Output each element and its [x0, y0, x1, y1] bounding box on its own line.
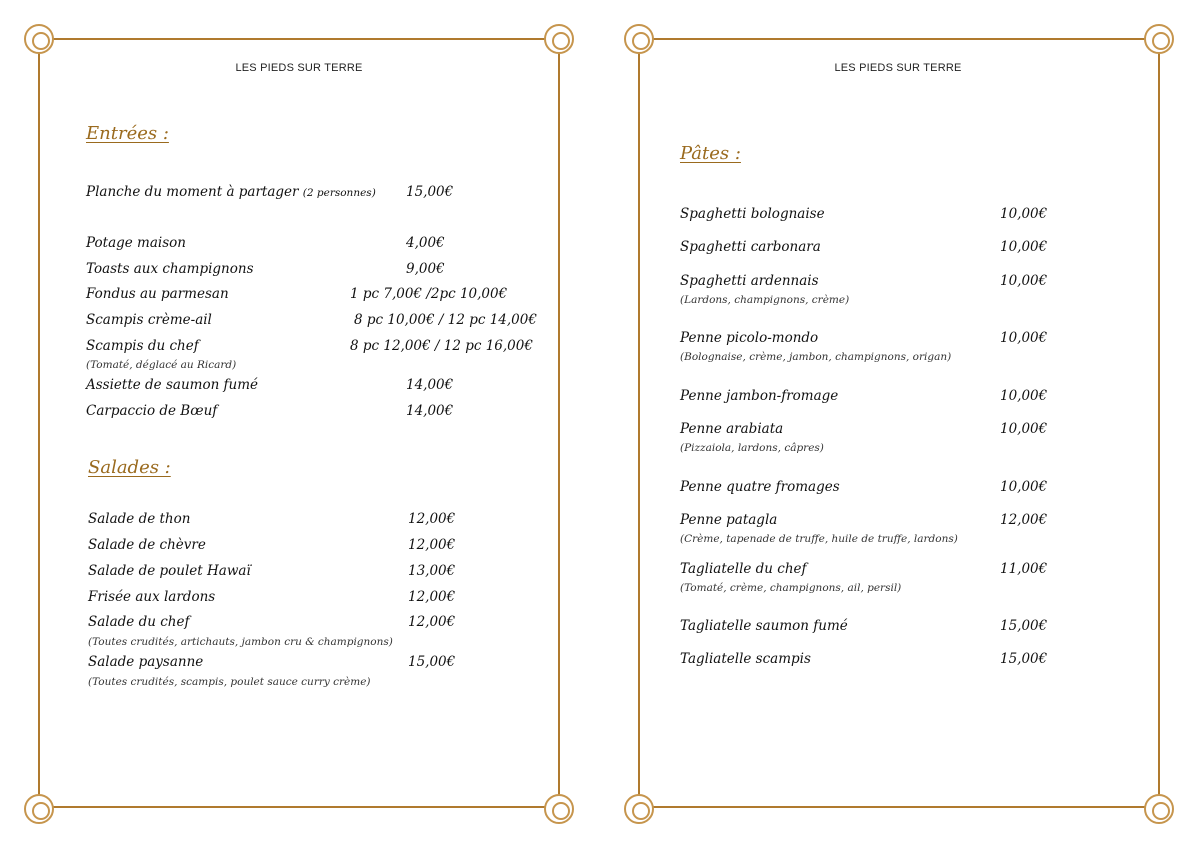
menu-item-price: 9,00€	[406, 261, 445, 277]
menu-item-price: 10,00€	[1000, 479, 1048, 495]
corner-ornament-icon	[544, 24, 574, 54]
menu-item-name: Tagliatelle du chef	[680, 561, 807, 577]
menu-item-name: Scampis du chef	[86, 338, 199, 354]
menu-page-right	[600, 0, 1200, 848]
section-title-pates: Pâtes :	[680, 143, 741, 164]
corner-ornament-icon	[544, 794, 574, 824]
menu-item-note: (Toutes crudités, scampis, poulet sauce curry crème)	[88, 676, 371, 688]
menu-item-name: Penne picolo-mondo	[680, 330, 819, 346]
menu-item-price: 10,00€	[1000, 421, 1048, 437]
menu-item-name: Spaghetti bolognaise	[680, 206, 825, 222]
menu-item-price: 12,00€	[1000, 512, 1048, 528]
menu-item-name: Penne quatre fromages	[680, 479, 840, 495]
menu-item-name: Carpaccio de Bœuf	[86, 403, 218, 419]
menu-item-note: (Bolognaise, crème, jambon, champignons, origan)	[680, 351, 952, 363]
menu-item-price: 10,00€	[1000, 273, 1048, 289]
menu-item-price: 10,00€	[1000, 239, 1048, 255]
menu-item-price: 12,00€	[408, 511, 456, 527]
menu-item-name	[86, 184, 376, 200]
menu-item-name: Spaghetti carbonara	[680, 239, 821, 255]
menu-item-price: 8 pc 10,00€ / 12 pc 14,00€	[354, 312, 537, 328]
menu-item-note: (Tomaté, crème, champignons, ail, persil)	[680, 582, 902, 594]
menu-item-name: Salade de chèvre	[88, 537, 206, 553]
menu-item-name: Salade paysanne	[88, 654, 204, 670]
menu-item-price: 1 pc 7,00€ /2pc 10,00€	[350, 286, 508, 302]
menu-item-price: 12,00€	[408, 589, 456, 605]
corner-ornament-icon	[24, 24, 54, 54]
running-head: LES PIEDS SUR TERRE	[834, 62, 962, 74]
section-title-entrees: Entrées :	[86, 123, 169, 144]
corner-ornament-icon	[1144, 794, 1174, 824]
menu-item-name: Penne arabiata	[680, 421, 784, 437]
menu-item-price: 15,00€	[1000, 651, 1048, 667]
menu-item-name: Salade de thon	[88, 511, 191, 527]
ornamental-frame	[38, 38, 560, 808]
corner-ornament-icon	[624, 24, 654, 54]
menu-item-name: Toasts aux champignons	[86, 261, 254, 277]
menu-item-price: 8 pc 12,00€ / 12 pc 16,00€	[350, 338, 533, 354]
section-title-salades: Salades :	[88, 457, 171, 478]
menu-item-price: 10,00€	[1000, 330, 1048, 346]
menu-item-price: 12,00€	[408, 614, 456, 630]
corner-ornament-icon	[624, 794, 654, 824]
menu-item-note: (Lardons, champignons, crème)	[680, 294, 850, 306]
menu-item-price: 4,00€	[406, 235, 445, 251]
menu-item-name: Salade de poulet Hawaï	[88, 563, 251, 579]
menu-item-name: Fondus au parmesan	[86, 286, 229, 302]
menu-item-price: 13,00€	[408, 563, 456, 579]
menu-item-note: (Toutes crudités, artichauts, jambon cru & champignons)	[88, 636, 393, 648]
menu-item-name: Assiette de saumon fumé	[86, 377, 259, 393]
menu-item-price: 14,00€	[406, 403, 454, 419]
menu-item-price: 10,00€	[1000, 206, 1048, 222]
menu-item-name: Salade du chef	[88, 614, 190, 630]
corner-ornament-icon	[1144, 24, 1174, 54]
corner-ornament-icon	[24, 794, 54, 824]
menu-item-price: 15,00€	[408, 654, 456, 670]
menu-item-price: 15,00€	[1000, 618, 1048, 634]
menu-item-name: Penne patagla	[680, 512, 778, 528]
menu-item-label: Planche du moment à partager	[86, 184, 299, 200]
menu-item-name: Spaghetti ardennais	[680, 273, 819, 289]
menu-item-name: Scampis crème-ail	[86, 312, 212, 328]
menu-item-note: (Crème, tapenade de truffe, huile de truffe, lardons)	[680, 533, 958, 545]
menu-item-price: 15,00€	[406, 184, 454, 200]
menu-item-name: Penne jambon-fromage	[680, 388, 839, 404]
menu-item-price: 10,00€	[1000, 388, 1048, 404]
menu-item-note: (Pizzaiola, lardons, câpres)	[680, 442, 824, 454]
menu-item-note: (Tomaté, déglacé au Ricard)	[86, 359, 237, 371]
menu-item-name: Frisée aux lardons	[88, 589, 216, 605]
running-head: LES PIEDS SUR TERRE	[235, 62, 363, 74]
menu-item-name: Tagliatelle saumon fumé	[680, 618, 848, 634]
menu-item-name: Tagliatelle scampis	[680, 651, 811, 667]
menu-item-name: Potage maison	[86, 235, 186, 251]
menu-item-price: 12,00€	[408, 537, 456, 553]
menu-item-price: 11,00€	[1000, 561, 1048, 577]
menu-item-qualifier: (2 personnes)	[302, 187, 376, 199]
menu-item-price: 14,00€	[406, 377, 454, 393]
